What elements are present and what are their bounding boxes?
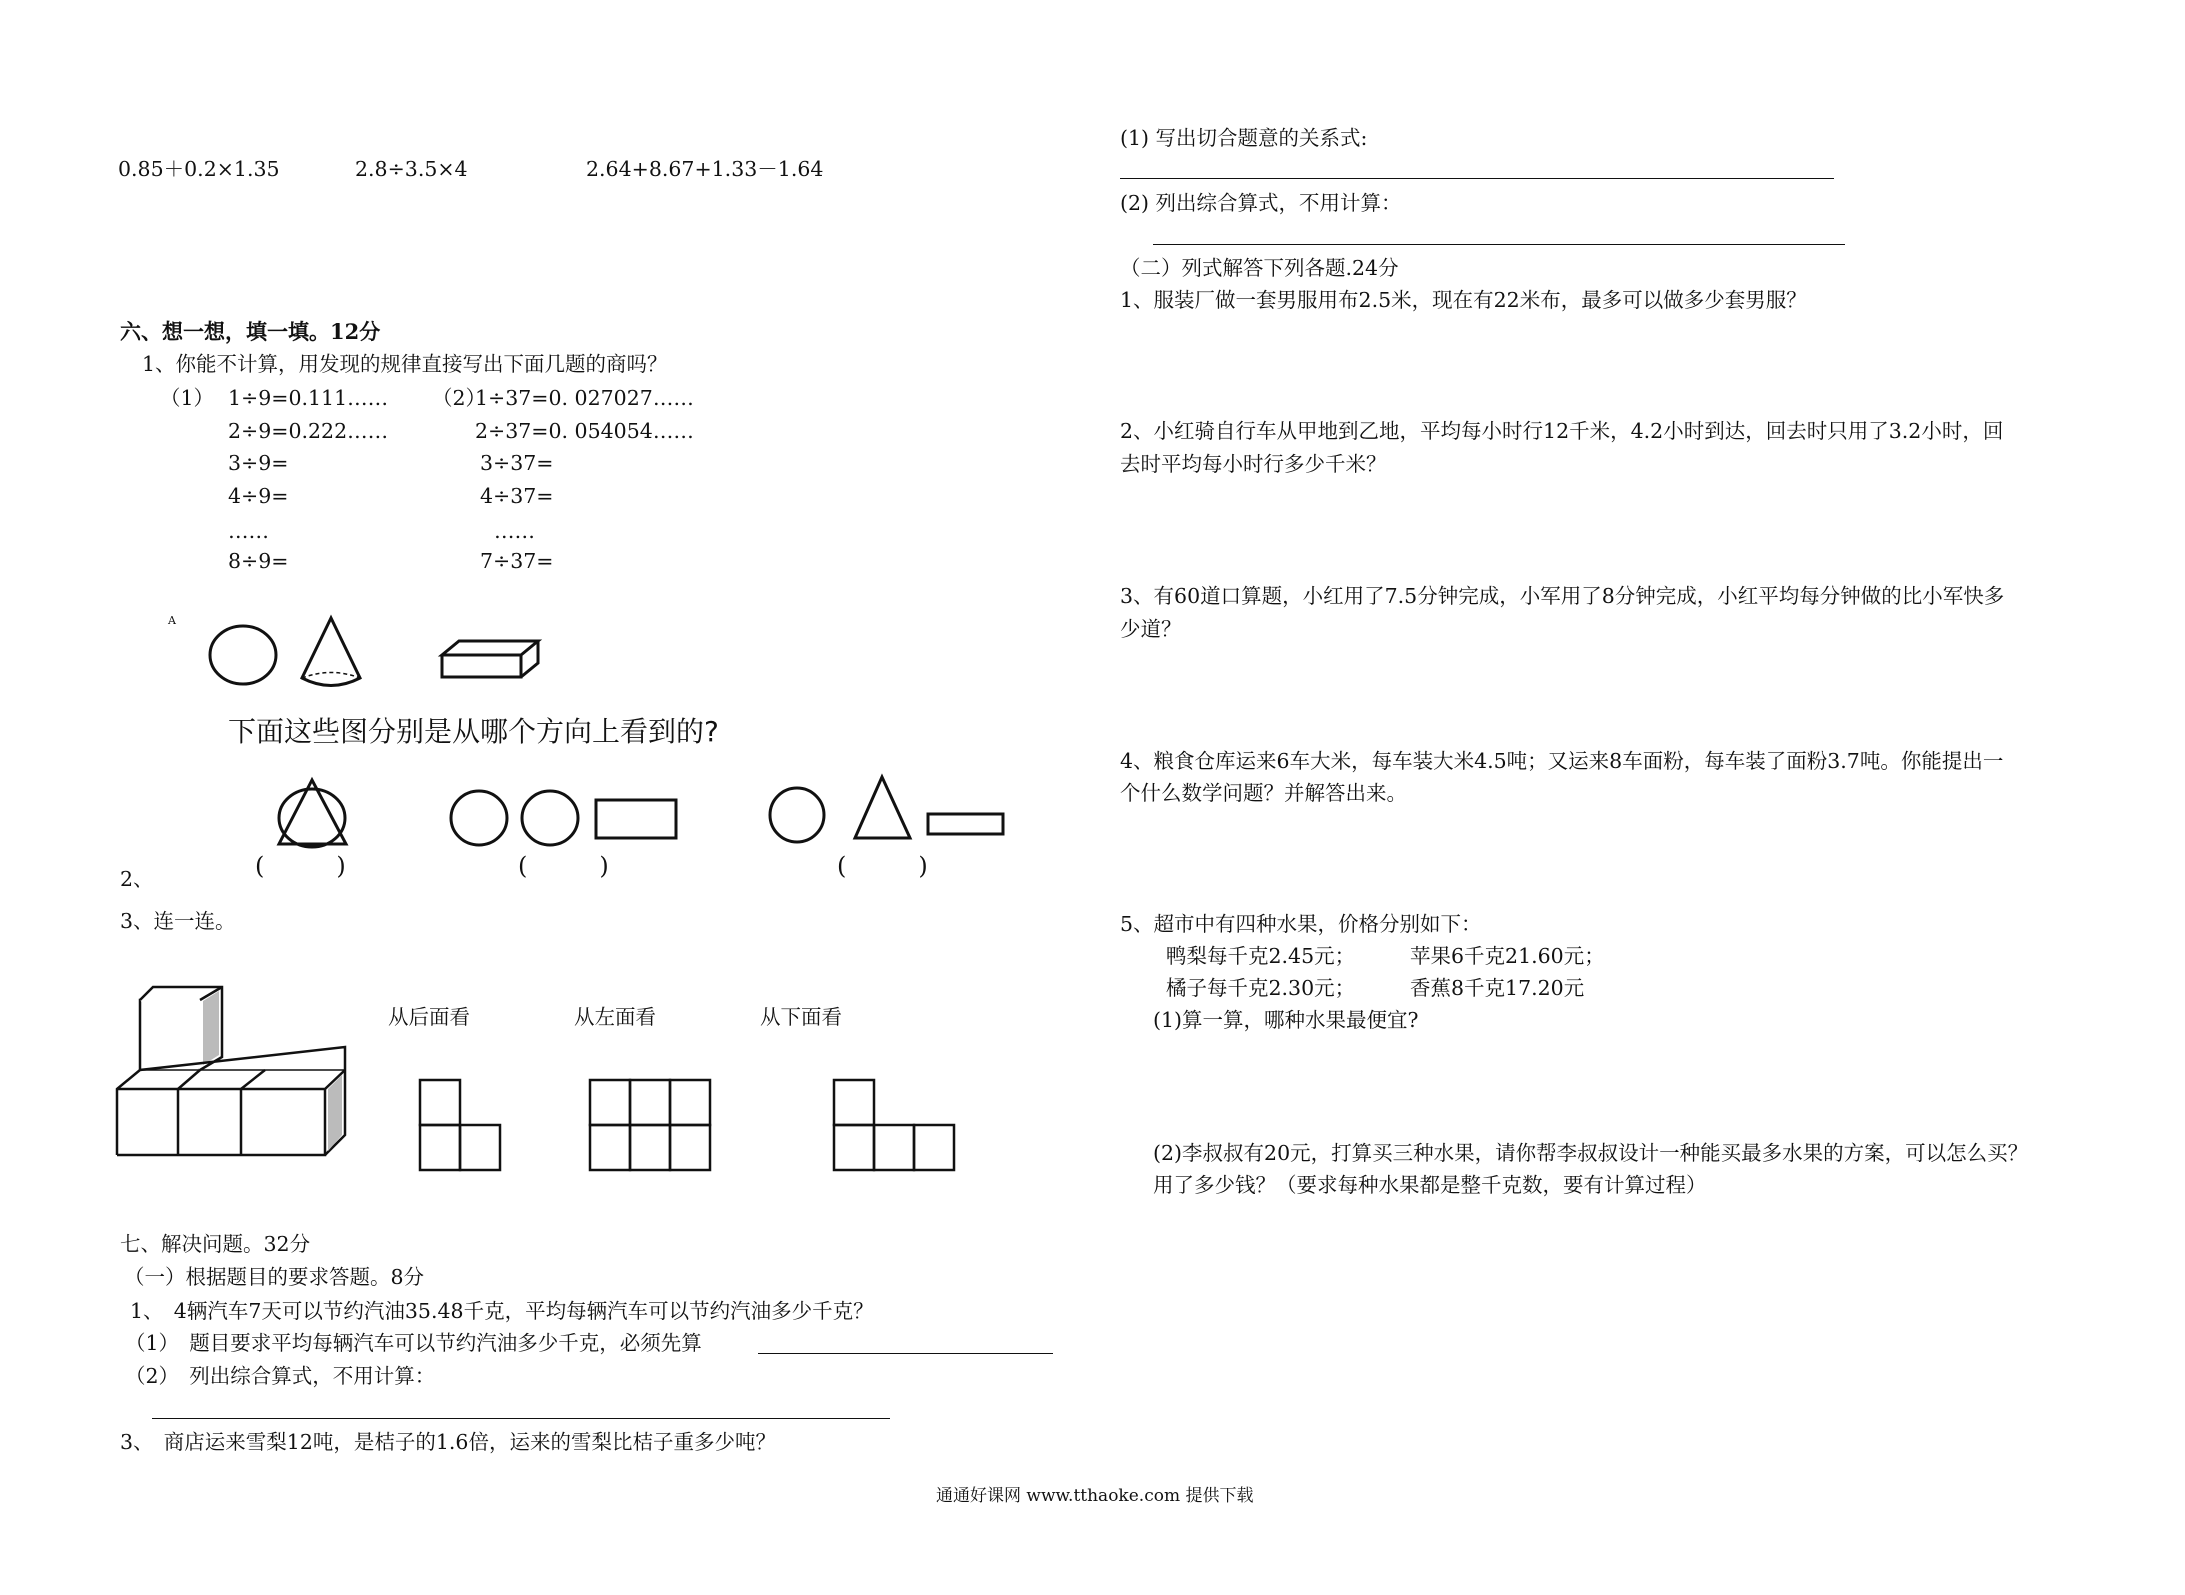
answer-line-relation[interactable] [1120, 178, 1834, 179]
figure-mark: A [168, 614, 176, 627]
right-q-relation: (1) 写出切合题意的关系式: [1120, 126, 1368, 150]
col-a-row-3: 3÷9= [228, 451, 289, 475]
view-label-back: 从后面看 [388, 1005, 470, 1029]
col-b-row-5: 7÷37= [480, 549, 554, 573]
page-footer: 通通好课网 www.tthaoke.com 提供下载 [936, 1486, 1254, 1506]
col-b-row-1: 1÷37=0. 027027…… [475, 386, 694, 410]
section-6-heading: 六、想一想，填一填。12分 [120, 319, 381, 344]
right-question-5-1: (1)算一算，哪种水果最便宜? [1153, 1008, 1419, 1032]
right-question-3-line-1: 3、有60道口算题，小红用了7.5分钟完成，小军用了8分钟完成，小红平均每分钟做的比小军快多 [1120, 584, 2005, 608]
s7-question-1: 1、 4辆汽车7天可以节约汽油35.48千克，平均每辆汽车可以节约汽油多少千克？ [130, 1299, 874, 1323]
col-a-row-4: 4÷9= [228, 484, 289, 508]
col-b-row-2: 2÷37=0. 054054…… [475, 419, 694, 443]
answer-line-1b[interactable] [152, 1418, 890, 1419]
solids-figure [205, 615, 555, 695]
right-part-2: （二）列式解答下列各题.24分 [1120, 256, 1399, 280]
view-grids-figure [418, 1078, 958, 1174]
cube-structure-figure [115, 985, 355, 1165]
col-a-row-2: 2÷9=0.222…… [228, 419, 389, 443]
right-q-combined: (2) 列出综合算式，不用计算： [1120, 191, 1402, 215]
views-figure [270, 770, 1030, 860]
col-b-row-3: 3÷37= [480, 451, 554, 475]
col-a-dots: …… [228, 519, 269, 543]
view-label-bottom: 从下面看 [760, 1005, 842, 1029]
section-7-heading: 七、解决问题。32分 [120, 1232, 311, 1256]
s7-question-3: 3、 商店运来雪梨12吨，是桔子的1.6倍，运来的雪梨比桔子重多少吨？ [120, 1430, 776, 1454]
s6-question-3: 3、连一连。 [120, 909, 236, 933]
calc-expression-1: 0.85＋0.2×1.35 [118, 157, 280, 181]
s6-question-2: 2、 [120, 867, 154, 891]
right-question-4-line-1: 4、粮食仓库运来6车大米，每车装大米4.5吨；又运来8车面粉，每车装了面粉3.7吨。你能提出一 [1120, 749, 2004, 773]
col-a-label: （1） [160, 386, 215, 410]
right-question-4-line-2: 个什么数学问题？并解答出来。 [1120, 781, 1407, 805]
right-question-5-2-line-1: (2)李叔叔有20元，打算买三种水果，请你帮李叔叔设计一种能买最多水果的方案，可以怎么买？ [1153, 1141, 2029, 1165]
fruit-price-pear: 鸭梨每千克2.45元； [1166, 944, 1356, 968]
calc-expression-3: 2.64+8.67+1.33－1.64 [586, 157, 824, 181]
answer-line-combined[interactable] [1153, 244, 1845, 245]
answer-paren-2: ( ) [518, 852, 609, 880]
s7-question-1b: （2） 列出综合算式，不用计算： [125, 1364, 436, 1388]
calc-expression-2: 2.8÷3.5×4 [355, 157, 468, 181]
s7-question-1a: （1） 题目要求平均每辆汽车可以节约汽油多少千克，必须先算 [125, 1331, 702, 1355]
answer-paren-1: ( ) [255, 852, 346, 880]
right-question-3-line-2: 少道？ [1120, 617, 1182, 641]
fruit-price-orange: 橘子每千克2.30元； [1166, 976, 1356, 1000]
s6-question-1: 1、你能不计算，用发现的规律直接写出下面几题的商吗？ [142, 352, 668, 376]
right-question-5: 5、超市中有四种水果，价格分别如下： [1120, 912, 1482, 936]
col-b-label: （2） [432, 386, 487, 410]
fruit-price-apple: 苹果6千克21.60元； [1410, 944, 1605, 968]
right-question-5-2-line-2: 用了多少钱？（要求每种水果都是整千克数，要有计算过程） [1153, 1173, 1707, 1197]
col-b-row-4: 4÷37= [480, 484, 554, 508]
view-label-left: 从左面看 [574, 1005, 656, 1029]
answer-paren-3: ( ) [837, 852, 928, 880]
fruit-price-banana: 香蕉8千克17.20元 [1410, 976, 1585, 1000]
col-a-row-5: 8÷9= [228, 549, 289, 573]
right-question-1: 1、服装厂做一套男服用布2.5米，现在有22米布，最多可以做多少套男服？ [1120, 288, 1807, 312]
right-question-2-line-2: 去时平均每小时行多少千米？ [1120, 452, 1387, 476]
col-b-dots: …… [494, 519, 535, 543]
right-question-2-line-1: 2、小红骑自行车从甲地到乙地，平均每小时行12千米，4.2小时到达，回去时只用了3.2小时，回 [1120, 419, 2004, 443]
answer-line-1a[interactable] [758, 1353, 1053, 1354]
col-a-row-1: 1÷9=0.111…… [228, 386, 389, 410]
s7-part-1: （一）根据题目的要求答题。8分 [124, 1265, 425, 1289]
handwritten-question: 下面这些图分别是从哪个方向上看到的? [228, 715, 719, 748]
